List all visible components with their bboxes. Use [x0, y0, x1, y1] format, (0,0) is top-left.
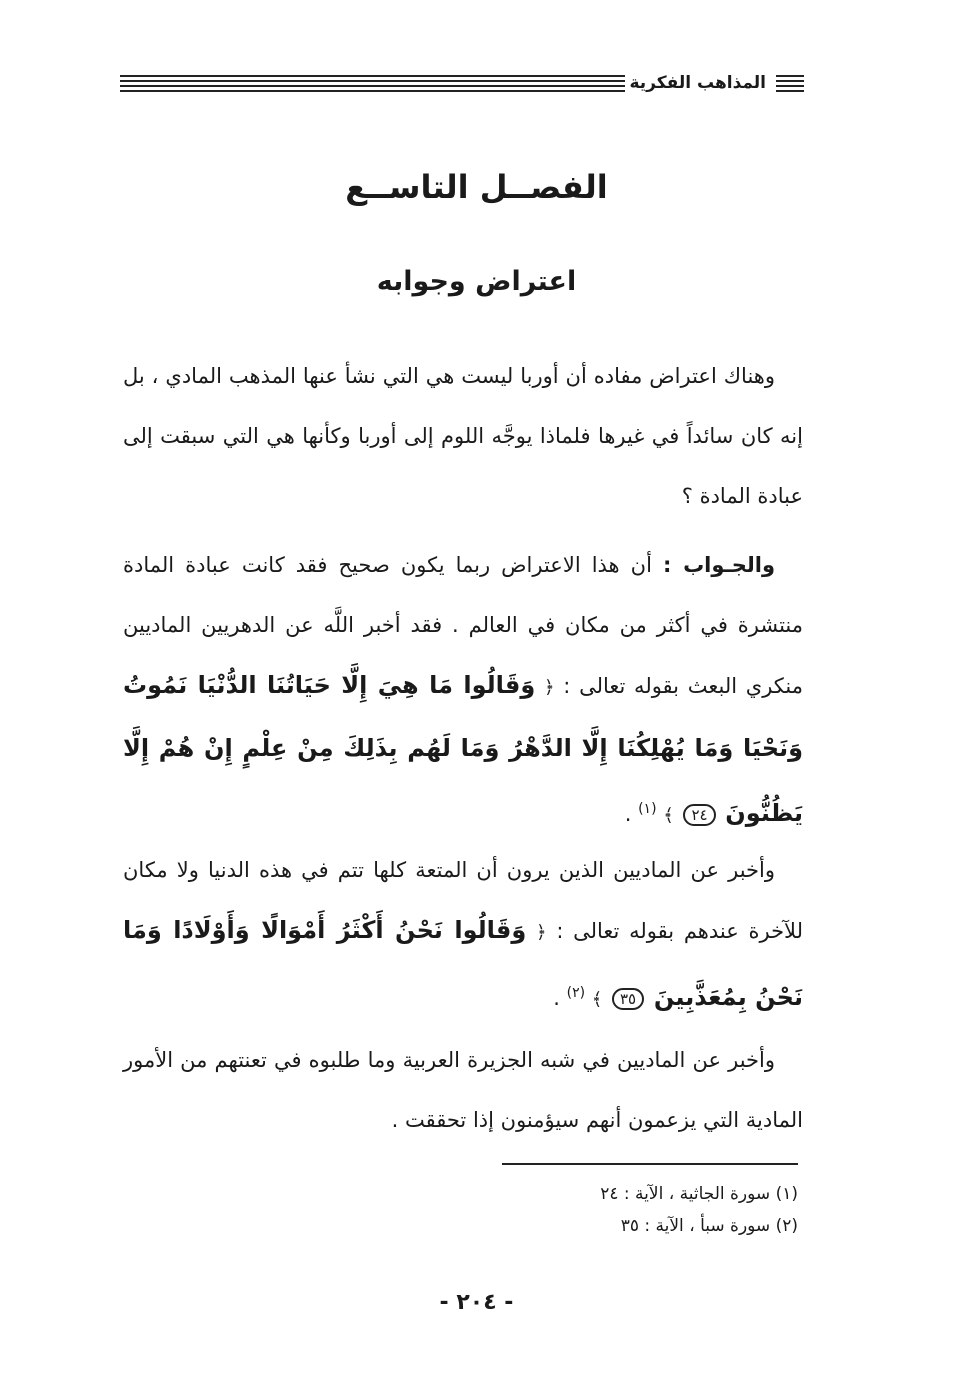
chapter-title: الفصــل التاســع [345, 168, 608, 206]
footnote-divider [502, 1163, 798, 1165]
paragraph-objection [123, 346, 803, 526]
paragraph-arabia [123, 1030, 803, 1150]
running-header [120, 70, 804, 96]
verse-number: ٢٤ [683, 804, 715, 826]
quran-verse: وَقَالُوا مَا هِيَ إِلَّا حَيَاتُنَا الدُّنْيَا نَمُوتُ وَنَحْيَا وَمَا يُهْلِكُنَا إِلَّا الدَّهْرُ وَمَا لَهُم بِذَلِكَ مِنْ عِلْمٍ إِنْ هُمْ إِلَّا يَظُنُّونَ [123, 671, 803, 827]
paragraph-materialists: وأخبر عن الماديين الذين يرون أن المتعة كلها تتم في هذه الدنيا ولا مكان للآخرة عندهم بقوله تعالى : ﴿ وَقَالُوا نَحْنُ أَكْثَرُ أَمْوَالًا وَأَوْلَادًا وَمَا نَحْنُ بِمُعَذَّبِينَ ٣٥ ﴾ $^{(٢)}$ . [123, 858, 803, 1011]
footnote-ref: (١) [638, 801, 657, 817]
footnote-1: (١) سورة الجاثية ، الآية : ٢٤ [600, 1184, 798, 1204]
paragraph-answer: والجـواب : أن هذا الاعتراض ربما يكون صحيح فقد كانت عبادة المادة منتشرة في أكثر من مكان في العالم . فقد أخبر اللَّه عن الدهريين الماديين منكري البعث بقوله تعالى : ﴿ وَقَالُوا مَا هِيَ إِلَّا حَيَاتُنَا الدُّنْيَا نَمُوتُ وَنَحْيَا وَمَا يُهْلِكُنَا إِلَّا الدَّهْرُ وَمَا لَهُم بِذَلِكَ مِنْ عِلْمٍ إِنْ هُمْ إِلَّا يَظُنُّونَ ٢٤ ﴾ $^{(١)}$ . [123, 553, 803, 827]
header-title: المذاهب الفكرية [629, 73, 766, 93]
section-title: اعتراض وجوابه [376, 266, 577, 297]
paragraph-text: وأخبر عن الماديين الذين يرون أن المتعة كلها تتم في هذه الدنيا ولا مكان للآخرة عندهم بقوله تعالى : [123, 858, 803, 943]
quran-close-bracket: ﴾ [663, 805, 674, 826]
answer-lead: والجـواب : [663, 553, 775, 577]
header-rule [120, 75, 625, 92]
verse-number: ٣٥ [612, 988, 644, 1010]
paragraph-text: أن هذا الاعتراض ربما يكون صحيح فقد كانت عبادة المادة منتشرة في أكثر من مكان في العالم . فقد أخبر اللَّه عن الدهريين الماديين منكري البعث بقوله تعالى : [123, 553, 803, 698]
quran-close-bracket: ﴾ [591, 989, 603, 1010]
paragraph-text: وهناك اعتراض مفاده أن أوربا ليست هي التي نشأ عنها المذهب المادي ، بل إنه كان سائداً في غيرها فلماذا يوجَّه اللوم إلى أوربا وكأنها هي التي سبقت إلى عبادة المادة ؟ [123, 364, 803, 508]
page-number: - ٢٠٤ - [439, 1290, 514, 1315]
footnote-2: (٢) سورة سبأ ، الآية : ٣٥ [620, 1216, 798, 1236]
quran-open-bracket: ﴿ [536, 922, 547, 943]
footnote-ref: (٢) [566, 985, 586, 1001]
paragraph-text: وأخبر عن الماديين في شبه الجزيرة العربية وما طلبوه في تعنتهم من الأمور المادية التي يزعمون أنهم سيؤمنون إذا تحققت . [123, 1048, 803, 1132]
quran-verse: وَقَالُوا نَحْنُ أَكْثَرُ أَمْوَالًا وَأَوْلَادًا وَمَا نَحْنُ بِمُعَذَّبِينَ [123, 916, 803, 1011]
header-ornament [776, 75, 804, 92]
quran-open-bracket: ﴿ [544, 677, 555, 698]
